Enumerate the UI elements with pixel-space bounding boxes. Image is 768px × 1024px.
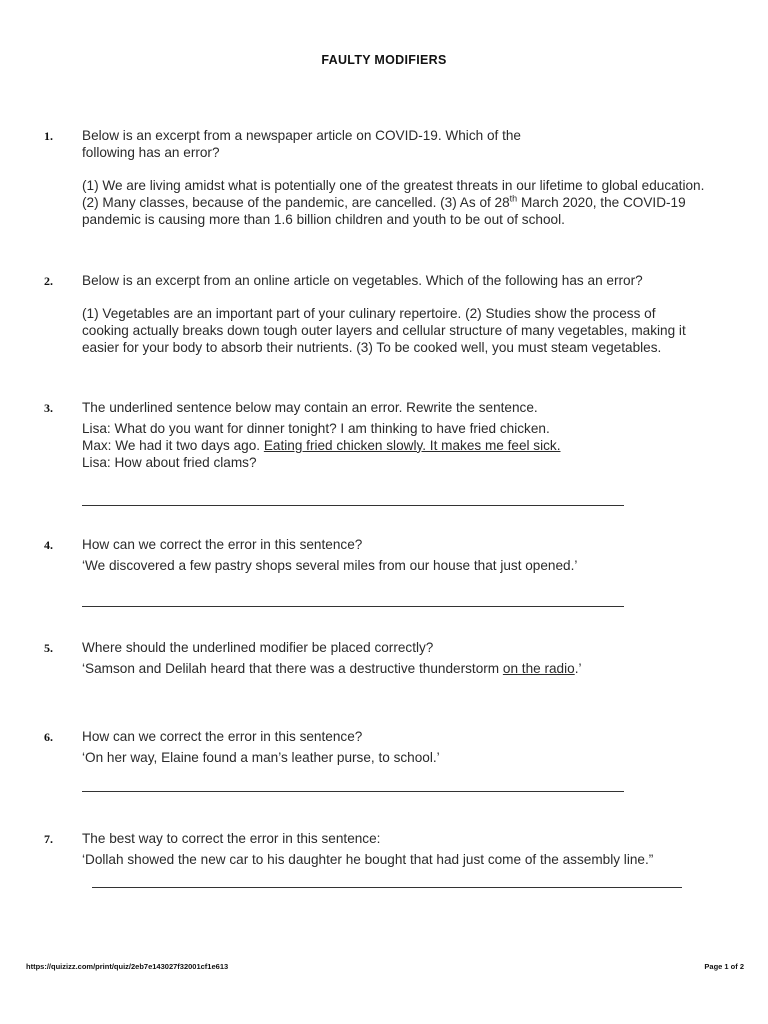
- sentence-prefix: ‘Samson and Delilah heard that there was a destructive thunderstorm: [82, 660, 503, 676]
- answer-line[interactable]: [82, 606, 624, 607]
- question-body: [82, 128, 582, 162]
- footer-page-number: Page 1 of 2: [704, 962, 744, 971]
- underlined-sentence: Eating fried chicken slowly. It makes me feel sick.: [263, 437, 561, 453]
- dialog-line-2-prefix: Max: We had it two days ago.: [82, 437, 264, 453]
- question-passage: [82, 306, 700, 356]
- question-passage: [82, 178, 712, 228]
- question-number: 5.: [44, 641, 53, 655]
- question-sentence: ‘Dollah showed the new car to his daughter he bought that had just come of the assembly line.”: [82, 851, 654, 867]
- footer-url: https://quizizz.com/print/quiz/2eb7e143027f32001cf1e613: [26, 962, 229, 971]
- dialog-line-1: Lisa: What do you want for dinner tonight? I am thinking to have fried chicken.: [82, 421, 550, 436]
- dialog-line-3: Lisa: How about fried clams?: [82, 454, 257, 470]
- question-prompt: How can we correct the error in this sentence?: [82, 537, 363, 552]
- question-body: [82, 831, 742, 869]
- question-number: 6.: [44, 730, 53, 744]
- passage-superscript: th: [509, 193, 518, 204]
- question-sentence: ‘We discovered a few pastry shops several miles from our house that just opened.’: [82, 557, 578, 573]
- page-title: FAULTY MODIFIERS: [321, 53, 447, 67]
- question-prompt: The underlined sentence below may contain an error. Rewrite the sentence.: [82, 400, 538, 415]
- answer-line[interactable]: [92, 887, 682, 888]
- passage-part-b: March 2020, the COVID-19 pandemic is causing more than 1.6 billion children and youth to be out of school.: [82, 194, 686, 227]
- question-body: [82, 273, 732, 290]
- question-prompt: Below is an excerpt from an online article on vegetables. Which of the following has an error?: [82, 273, 643, 288]
- passage-text: (1) Vegetables are an important part of your culinary repertoire. (2) Studies show the process of cooking actually breaks down tough outer layers and cellular structure of many vegetables, making it easier for your body to absorb their nutrients. (3) To be cooked well, you must steam vegetables.: [82, 306, 686, 355]
- question-body: [82, 729, 722, 767]
- question-number: 2.: [44, 274, 53, 288]
- question-prompt-line-2: following has an error?: [82, 144, 220, 160]
- question-number: 4.: [44, 538, 53, 552]
- question-sentence: ‘On her way, Elaine found a man’s leather purse, to school.’: [82, 749, 440, 765]
- answer-line[interactable]: [82, 505, 624, 506]
- question-prompt: The best way to correct the error in this sentence:: [82, 831, 381, 846]
- question-body: [82, 640, 722, 678]
- question-body: [82, 400, 722, 417]
- question-number: 3.: [44, 401, 53, 415]
- question-body: [82, 537, 722, 575]
- question-prompt: Where should the underlined modifier be placed correctly?: [82, 640, 434, 655]
- question-prompt-line-1: Below is an excerpt from a newspaper article on COVID-19. Which of the: [82, 128, 521, 143]
- question-number: 1.: [44, 129, 53, 143]
- question-prompt: How can we correct the error in this sentence?: [82, 729, 363, 744]
- sentence-suffix: .’: [574, 660, 582, 676]
- answer-line[interactable]: [82, 791, 624, 792]
- underlined-modifier: on the radio: [502, 660, 575, 676]
- dialog: [82, 421, 722, 471]
- question-number: 7.: [44, 832, 53, 846]
- passage-part-a: (1) We are living amidst what is potentially one of the greatest threats in our lifetime to global education. (2) Many classes, because of the pandemic, are cancelled. (3) As of 28: [82, 178, 705, 210]
